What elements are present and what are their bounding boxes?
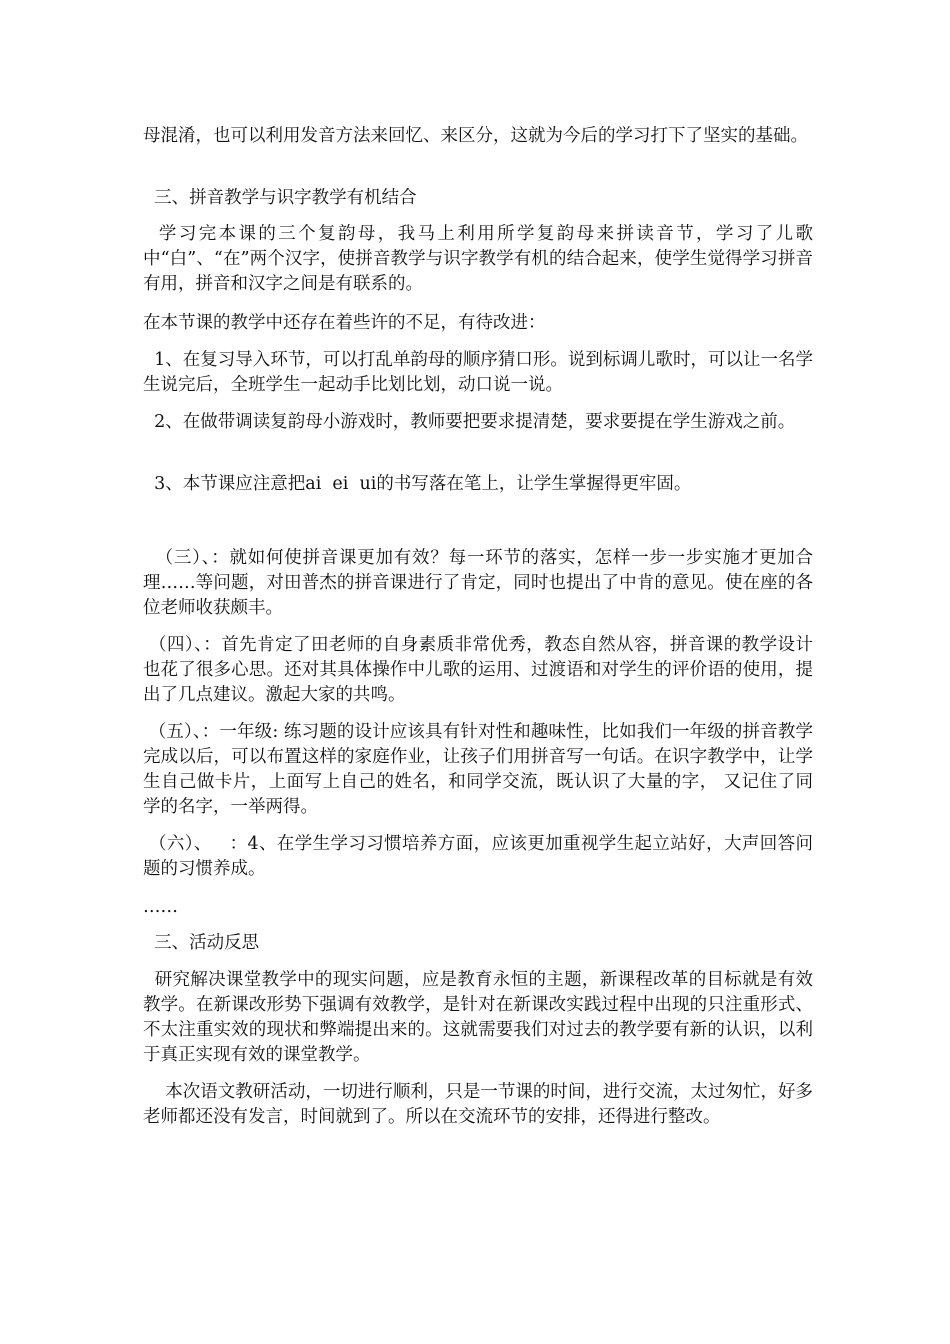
paragraph-closing: 本次语文教研活动，一切进行顺利，只是一节课的时间，进行交流，太过匆忙，好多老师都还没有发言，时间就到了。所以在交流环节的安排，还得进行整改。: [143, 1082, 813, 1127]
paragraph-comment-6: （六）、 ：4、在学生学习习惯培养方面，应该更加重视学生起立站好，大声回答问题的习惯养成。: [143, 834, 813, 879]
list-item-improvement-3: 3、本节课应注意把ai ei ui的书写落在笔上，让学生掌握得更牢固。: [143, 474, 692, 494]
paragraph-intro-continuation: 母混淆，也可以利用发音方法来回忆、来区分，这就为今后的学习打下了坚实的基础。: [143, 126, 808, 146]
paragraph-shortcomings-intro: 在本节课的教学中还存在着些许的不足，有待改进：: [143, 313, 546, 333]
paragraph-comment-5: （五）、：一年级: 练习题的设计应该具有针对性和趣味性，比如我们一年级的拼音教学完成以后，可以布置这样的家庭作业，让孩子们用拼音写一句话。在识字教学中，让学生自己做卡片，上面写上自己的姓名，和同学交流，既认识了大量的字， 又记住了同学的名字，一举两得。: [143, 722, 813, 817]
section-heading-reflection: 三、活动反思: [143, 933, 260, 953]
list-item-improvement-1: 1、在复习导入环节，可以打乱单韵母的顺序猜口形。说到标调儿歌时，可以让一名学生说完后，全班学生一起动手比划比划，动口说一说。: [143, 350, 813, 395]
paragraph-reflection: 研究解决课堂教学中的现实问题，应是教育永恒的主题，新课程改革的目标就是有效教学。在新课改形势下强调有效教学，是针对在新课改实践过程中出现的只注重形式、不太注重实效的现状和弊端提出来的。这就需要我们对过去的教学要有新的认识，以利于真正实现有效的课堂教学。: [143, 970, 813, 1065]
paragraph-comment-3: （三）、：就如何使拼音课更加有效？每一环节的落实，怎样一步一步实施才更加合理……等问题，对田普杰的拼音课进行了肯定，同时也提出了中肯的意见。使在座的各位老师收获颇丰。: [143, 548, 813, 618]
paragraph-comment-4: （四）、：首先肯定了田老师的自身素质非常优秀，教态自然从容，拼音课的教学设计也花了很多心思。还对其具体操作中儿歌的运用、过渡语和对学生的评价语的使用，提出了几点建议。激起大家的共鸣。: [143, 635, 813, 705]
section-heading-pinyin-literacy: 三、拼音教学与识字教学有机结合: [143, 188, 417, 208]
list-item-improvement-2: 2、在做带调读复韵母小游戏时，教师要把要求提清楚，要求要提在学生游戏之前。: [143, 412, 796, 432]
paragraph-pinyin-literacy: 学习完本课的三个复韵母，我马上利用所学复韵母来拼读音节，学习了儿歌中“白”、“在”两个汉字，使拼音教学与识字教学有机的结合起来，使学生觉得学习拼音有用，拼音和汉字之间是有联系的。: [143, 224, 813, 294]
ellipsis-line: ……: [143, 897, 178, 917]
